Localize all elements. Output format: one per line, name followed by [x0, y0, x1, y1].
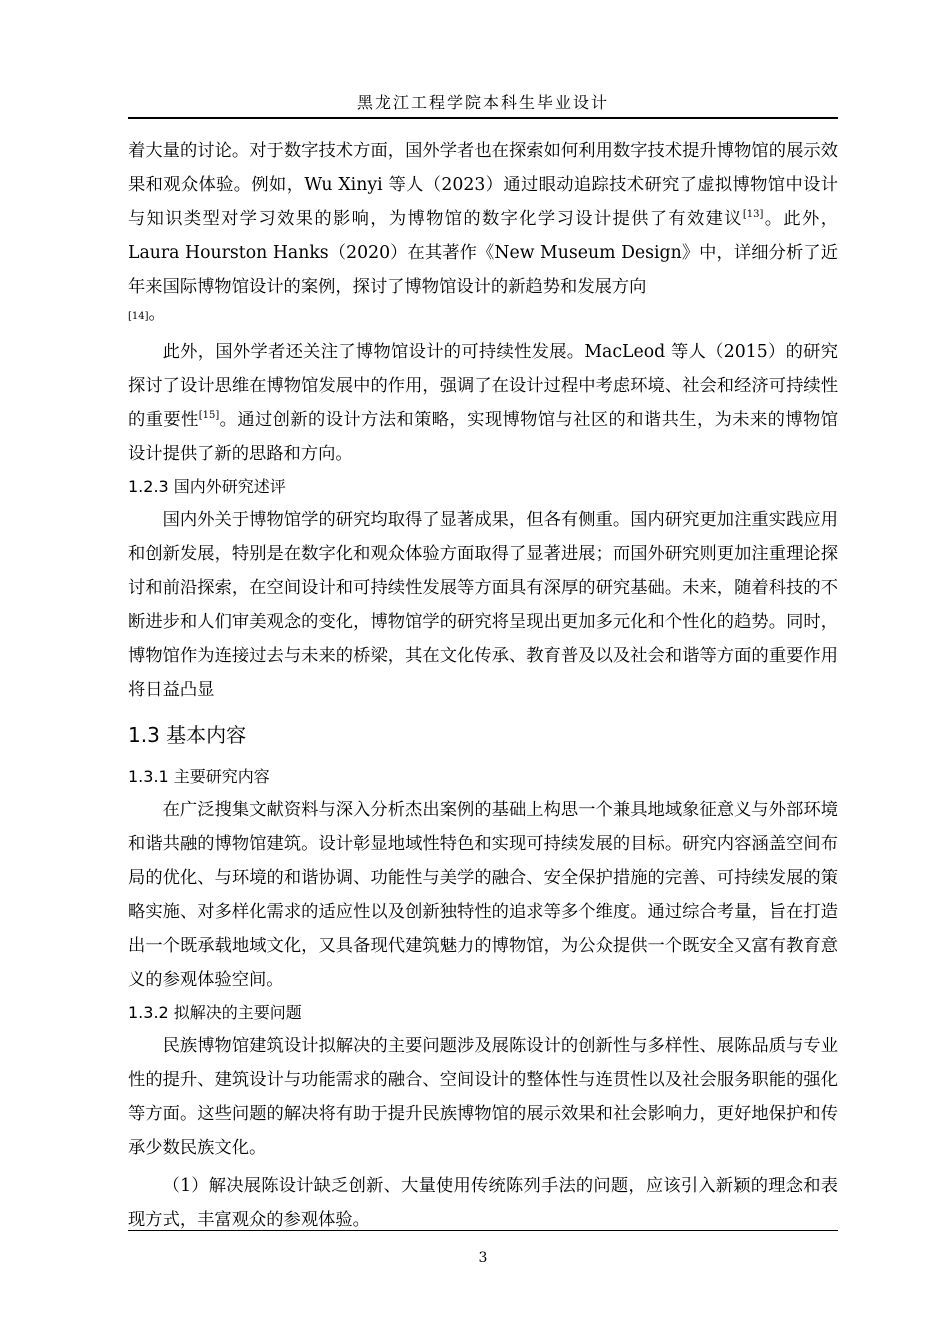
section-heading-1-3-1: 1.3.1 主要研究内容: [128, 767, 270, 786]
citation: [15]: [198, 410, 220, 422]
section-heading-1-3: 1.3 基本内容: [128, 723, 247, 747]
section-heading-1-3-2: 1.3.2 拟解决的主要问题: [128, 1003, 302, 1022]
paragraph-text: 。此外，Laura Hourston Hanks（2020）在其著作《New Museum Design》中，详细分析了近年来国际博物馆设计的案例，探讨了博物馆设计的新趋势和发展方向: [128, 209, 838, 297]
paragraph-4: 在广泛搜集文献资料与深入分析杰出案例的基础上构思一个兼具地域象征意义与外部环境和谐共融的博物馆建筑。设计彰显地域性特色和实现可持续发展的目标。研究内容涵盖空间布局的优化、与环境的和谐协调、功能性与美学的融合、安全保护措施的完善、可持续发展的策略实施、对多样化需求的适应性以及创新独特性的追求等多个维度。通过综合考量，旨在打造出一个既承载地域文化，又具备现代建筑魅力的博物馆，为公众提供一个既安全又富有教育意义的参观体验空间。: [128, 800, 838, 990]
citation: [14]: [128, 311, 149, 322]
citation-line: [128, 304, 838, 327]
paragraph-text: 。通过创新的设计方法和策略，实现博物馆与社区的和谐共生，为未来的博物馆设计提供了新的思路和方向。: [128, 410, 838, 464]
section-heading-1-2-3: 1.2.3 国内外研究述评: [128, 477, 286, 496]
paragraph-2: [128, 335, 838, 471]
paragraph-5: 民族博物馆建筑设计拟解决的主要问题涉及展陈设计的创新性与多样性、展陈品质与专业性的提升、建筑设计与功能需求的融合、空间设计的整体性与连贯性以及社会服务职能的强化等方面。这些问题的解决将有助于提升民族博物馆的展示效果和社会影响力，更好地保护和传承少数民族文化。: [128, 1036, 838, 1158]
paragraph-text: 着大量的讨论。对于数字技术方面，国外学者也在探索如何利用数字技术提升博物馆的展示效果和观众体验。例如，Wu Xinyi 等人（2023）通过眼动追踪技术研究了虚拟博物馆中设计与知识类型对学习效果的影响，为博物馆的数字化学习设计提供了有效建议: [128, 141, 838, 229]
citation: [13]: [742, 209, 764, 221]
paragraph-text: 此外，国外学者还关注了博物馆设计的可持续性发展。MacLeod 等人（2015）的研究探讨了设计思维在博物馆发展中的作用，强调了在设计过程中考虑环境、社会和经济可持续性的重要性: [128, 342, 838, 430]
document-body: [128, 134, 838, 1237]
paragraph-text: 。: [148, 304, 166, 324]
page-number: 3: [478, 1250, 488, 1266]
footer-rule: [128, 1230, 838, 1231]
paragraph-6: （1）解决展陈设计缺乏创新、大量使用传统陈列手法的问题，应该引入新颖的理念和表现方式，丰富观众的参观体验。: [128, 1176, 838, 1230]
paragraph-3: 国内外关于博物馆学的研究均取得了显著成果，但各有侧重。国内研究更加注重实践应用和创新发展，特别是在数字化和观众体验方面取得了显著进展；而国外研究则更加注重理论探讨和前沿探索，在空间设计和可持续性发展等方面具有深厚的研究基础。未来，随着科技的不断进步和人们审美观念的变化，博物馆学的研究将呈现出更加多元化和个性化的趋势。同时，博物馆作为连接过去与未来的桥梁，其在文化传承、教育普及以及社会和谐等方面的重要作用将日益凸显: [128, 510, 838, 700]
page-header: 黑龙江工程学院本科生毕业设计: [356, 93, 609, 112]
paragraph-1: [128, 134, 838, 304]
header-rule: [128, 117, 838, 119]
